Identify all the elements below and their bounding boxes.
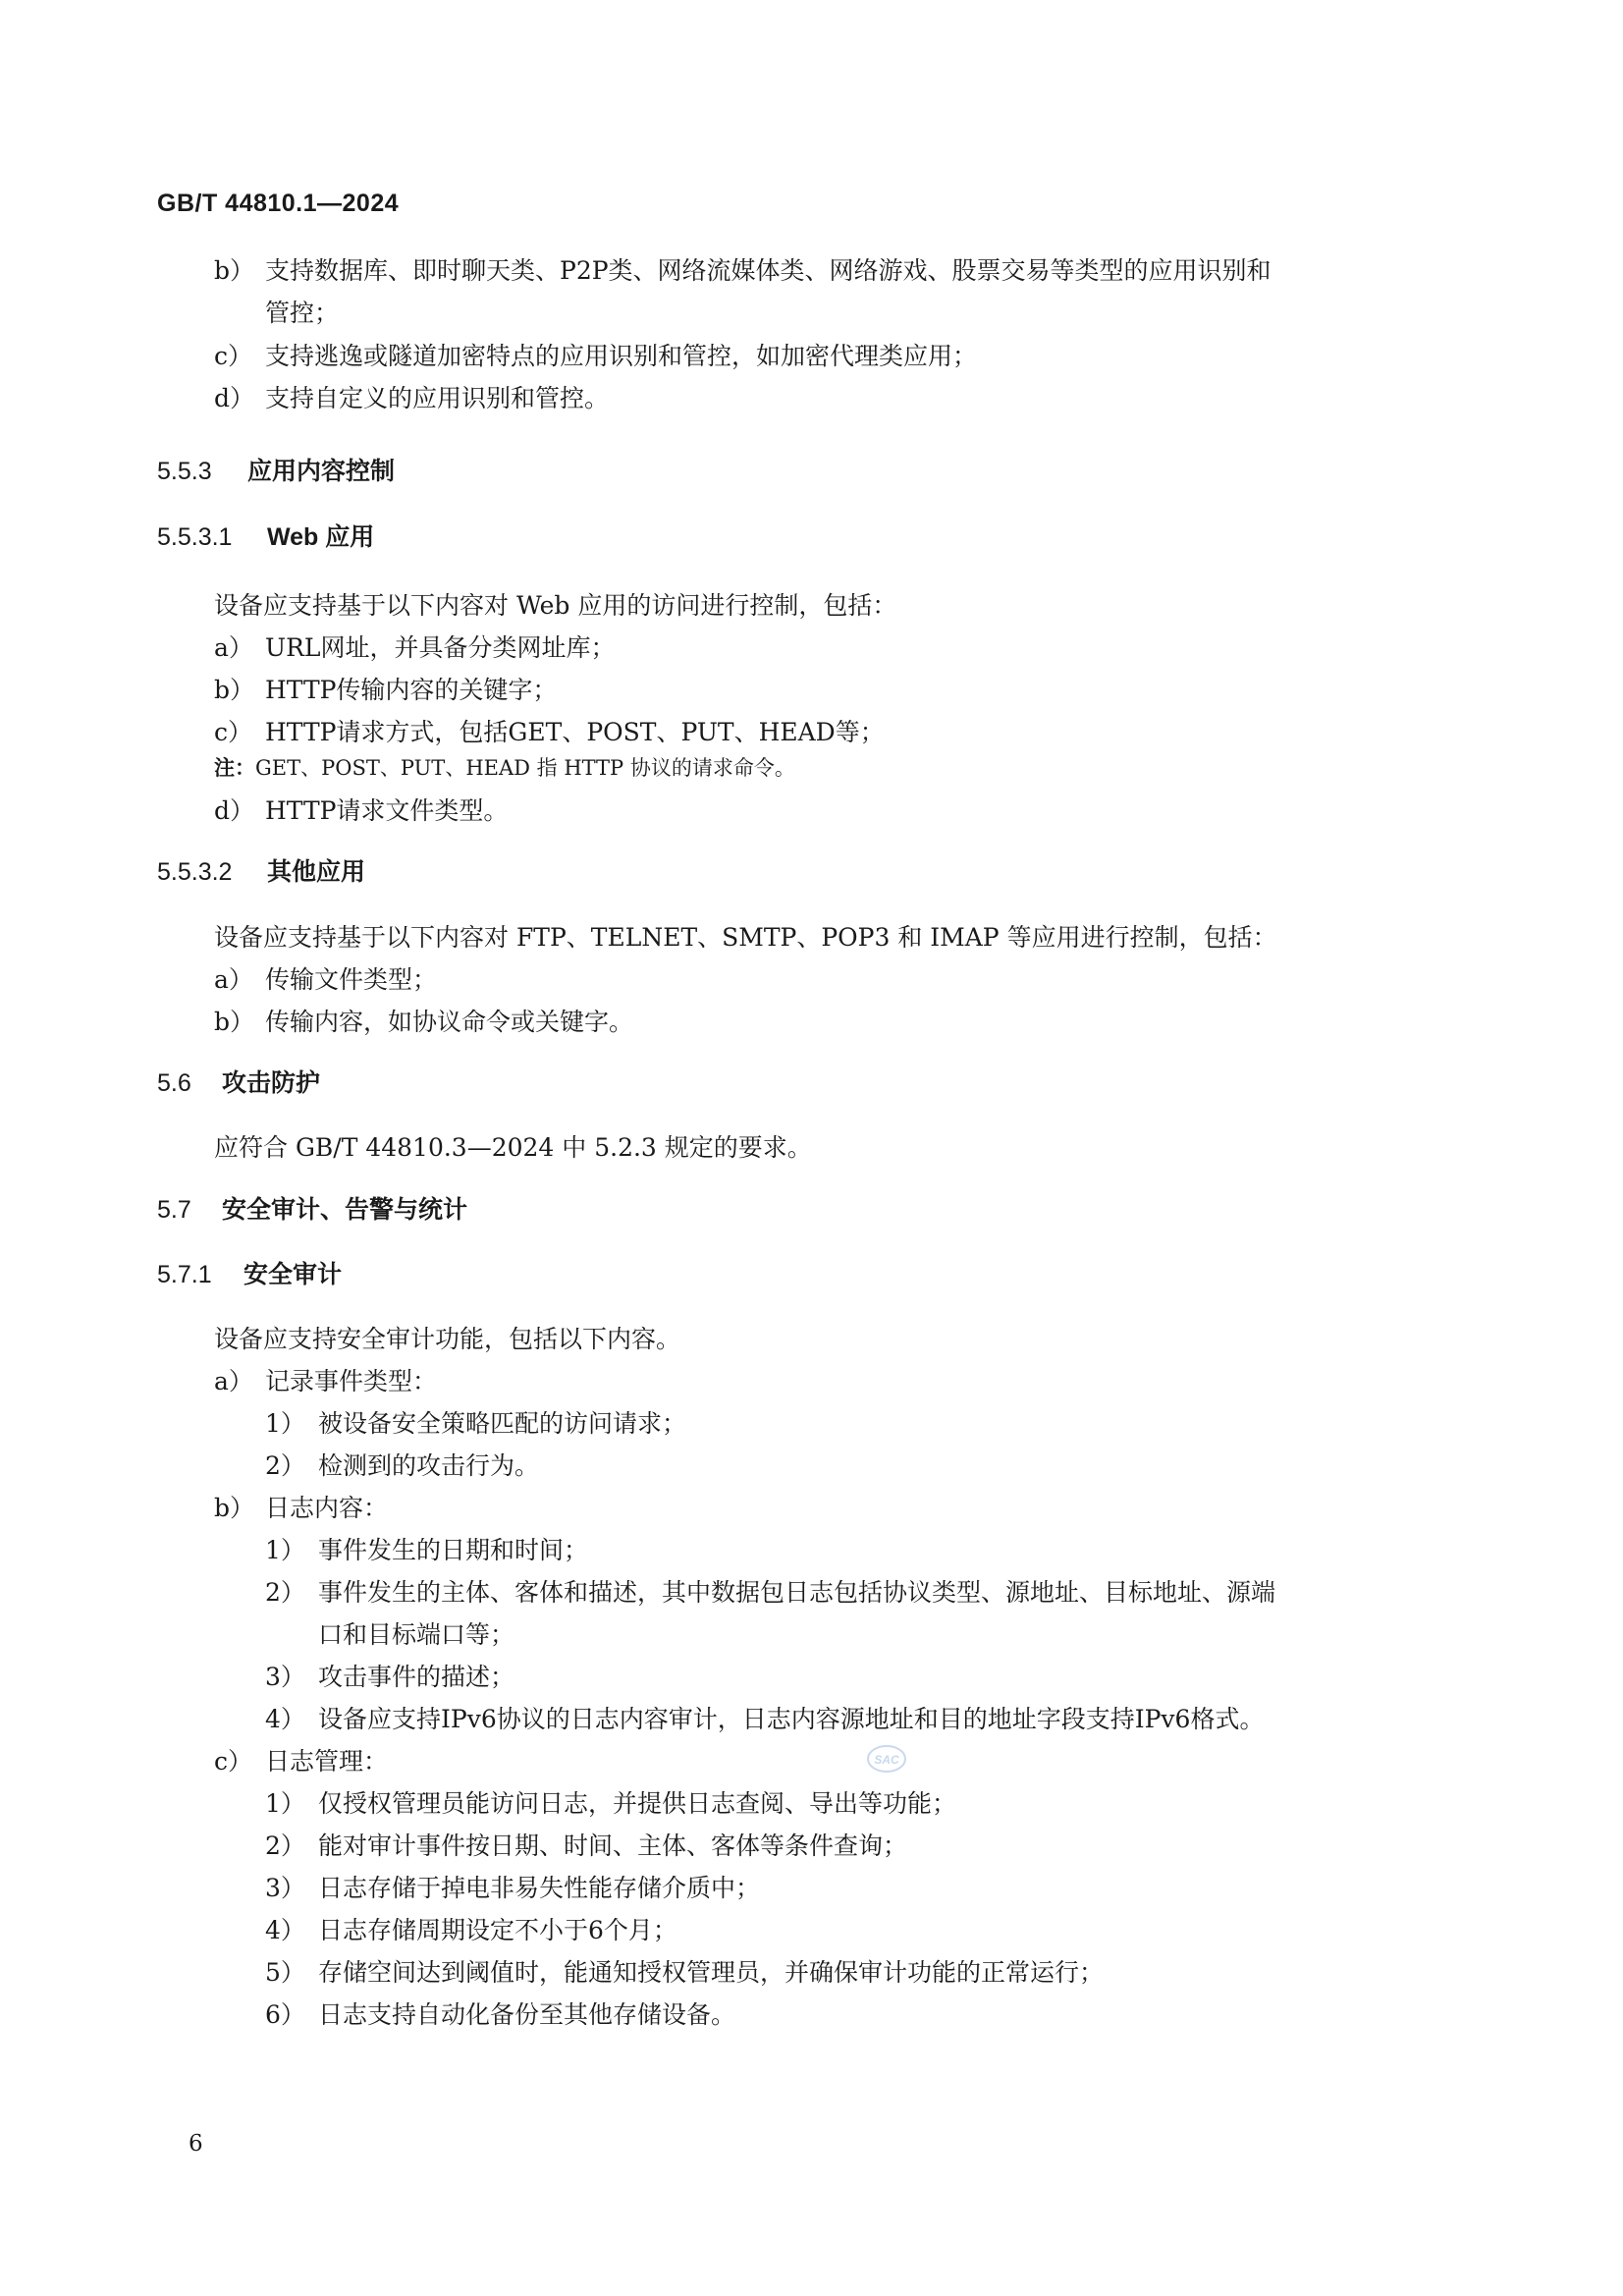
list-item-text: 日志支持自动化备份至其他存储设备。 bbox=[318, 2000, 736, 2029]
list-item-text: URL网址，并具备分类网址库； bbox=[265, 633, 616, 662]
section-heading-5-5-3 bbox=[157, 456, 395, 487]
list-marker: 4） bbox=[265, 1916, 305, 1944]
list-marker: b） bbox=[214, 1494, 255, 1522]
list-item-a bbox=[214, 964, 437, 996]
list-item-text: 被设备安全策略匹配的访问请求； bbox=[318, 1409, 687, 1438]
list-marker: 1） bbox=[265, 1789, 305, 1818]
list-marker: a） bbox=[214, 1367, 253, 1395]
list-item-b-continuation: 管控； bbox=[265, 299, 340, 327]
note-label: 注： bbox=[214, 757, 255, 780]
list-marker: 3） bbox=[265, 1663, 305, 1691]
list-marker: 3） bbox=[265, 1874, 305, 1902]
section-number: 5.5.3.1 bbox=[157, 523, 233, 551]
sub-list-item-b-4 bbox=[265, 1704, 1264, 1735]
list-item-text: 事件发生的日期和时间； bbox=[318, 1536, 589, 1564]
section-number: 5.5.3.2 bbox=[157, 858, 233, 886]
list-marker: c） bbox=[214, 342, 253, 370]
list-marker: b） bbox=[214, 676, 255, 704]
list-marker: d） bbox=[214, 384, 255, 412]
list-item-text: 检测到的攻击行为。 bbox=[318, 1451, 540, 1480]
list-marker: a） bbox=[214, 965, 253, 994]
sub-list-item-b-3 bbox=[265, 1662, 514, 1693]
list-item-text: 事件发生的主体、客体和描述，其中数据包日志包括协议类型、源地址、目标地址、源端 bbox=[318, 1578, 1276, 1607]
list-item-d bbox=[214, 795, 508, 827]
section-title: 应用内容控制 bbox=[247, 458, 396, 485]
list-item-text: 设备应支持IPv6协议的日志内容审计，日志内容源地址和目的地址字段支持IPv6格式。 bbox=[318, 1705, 1265, 1733]
list-item-d bbox=[214, 383, 609, 414]
section-number: 5.5.3 bbox=[157, 458, 212, 485]
list-marker: 5） bbox=[265, 1958, 305, 1987]
section-heading-5-7-1 bbox=[157, 1259, 342, 1290]
section-heading-5-7 bbox=[157, 1194, 467, 1226]
watermark-text: SAC bbox=[874, 1753, 899, 1767]
section-number: 5.6 bbox=[157, 1069, 191, 1097]
document-standard-number: GB/T 44810.1—2024 bbox=[157, 190, 400, 217]
list-marker: a） bbox=[214, 633, 253, 662]
section-title: 攻击防护 bbox=[222, 1069, 321, 1097]
list-marker: 6） bbox=[265, 2000, 305, 2029]
list-item-text: 记录事件类型： bbox=[265, 1367, 438, 1395]
list-marker: b） bbox=[214, 1008, 255, 1036]
list-item-c bbox=[214, 1746, 388, 1777]
paragraph-intro: 设备应支持基于以下内容对 FTP、TELNET、SMTP、POP3 和 IMAP 等应用进行控制，包括： bbox=[214, 923, 1277, 952]
sub-list-item-b-2 bbox=[265, 1577, 1275, 1609]
sub-list-item-c-1 bbox=[265, 1788, 956, 1820]
list-item-text: 日志内容： bbox=[265, 1494, 389, 1522]
list-marker: 1） bbox=[265, 1536, 305, 1564]
list-item-text: 仅授权管理员能访问日志，并提供日志查阅、导出等功能； bbox=[318, 1789, 957, 1818]
sub-list-item-a-1 bbox=[265, 1408, 686, 1440]
list-item-text: HTTP请求文件类型。 bbox=[265, 796, 509, 825]
list-item-text: 支持自定义的应用识别和管控。 bbox=[265, 384, 610, 412]
sub-list-item-c-2 bbox=[265, 1831, 907, 1862]
section-title: 安全审计 bbox=[243, 1261, 343, 1288]
list-item-text: HTTP传输内容的关键字； bbox=[265, 676, 558, 704]
list-item-text: 支持逃逸或隧道加密特点的应用识别和管控，如加密代理类应用； bbox=[265, 342, 978, 370]
list-marker: 1） bbox=[265, 1409, 305, 1438]
sub-list-item-c-4 bbox=[265, 1915, 677, 1946]
section-heading-5-5-3-1 bbox=[157, 521, 374, 553]
list-marker: 2） bbox=[265, 1451, 305, 1480]
section-heading-5-5-3-2 bbox=[157, 856, 365, 888]
paragraph-intro: 设备应支持安全审计功能，包括以下内容。 bbox=[214, 1325, 681, 1353]
list-marker: c） bbox=[214, 1747, 253, 1776]
note bbox=[214, 754, 795, 783]
list-marker: c） bbox=[214, 718, 253, 746]
section-number: 5.7.1 bbox=[157, 1261, 212, 1288]
sub-list-item-b-1 bbox=[265, 1535, 588, 1566]
section-title: 安全审计、告警与统计 bbox=[222, 1196, 468, 1224]
section-heading-5-6 bbox=[157, 1067, 320, 1099]
list-marker: d） bbox=[214, 796, 255, 825]
page-number: 6 bbox=[189, 2131, 203, 2157]
list-item-text: 攻击事件的描述； bbox=[318, 1663, 515, 1691]
list-item-a bbox=[214, 632, 616, 664]
list-item-text: 日志存储周期设定不小于6个月； bbox=[318, 1916, 677, 1944]
sub-list-item-c-6 bbox=[265, 1999, 735, 2031]
list-item-b bbox=[214, 255, 1271, 287]
note-text: GET、POST、PUT、HEAD 指 HTTP 协议的请求命令。 bbox=[255, 756, 795, 780]
list-marker: 4） bbox=[265, 1705, 305, 1733]
sub-list-item-c-5 bbox=[265, 1957, 1104, 1989]
list-item-text: 支持数据库、即时聊天类、P2P类、网络流媒体类、网络游戏、股票交易等类型的应用识别和 bbox=[265, 256, 1271, 285]
list-item-b bbox=[214, 1493, 388, 1524]
list-item-c bbox=[214, 341, 977, 372]
sub-list-item-b-2-continuation: 口和目标端口等； bbox=[318, 1620, 515, 1649]
sub-list-item-a-2 bbox=[265, 1450, 539, 1482]
list-item-text: 传输文件类型； bbox=[265, 965, 438, 994]
list-item-c bbox=[214, 717, 885, 748]
list-item-text: 存储空间达到阈值时，能通知授权管理员，并确保审计功能的正常运行； bbox=[318, 1958, 1105, 1987]
list-item-text: 能对审计事件按日期、时间、主体、客体等条件查询； bbox=[318, 1831, 908, 1860]
list-marker: 2） bbox=[265, 1578, 305, 1607]
paragraph-body: 应符合 GB/T 44810.3—2024 中 5.2.3 规定的要求。 bbox=[214, 1133, 812, 1162]
list-marker: b） bbox=[214, 256, 255, 285]
section-title: 其他应用 bbox=[267, 858, 366, 886]
list-item-b bbox=[214, 1007, 633, 1038]
section-title: Web 应用 bbox=[267, 523, 375, 551]
sac-watermark-logo bbox=[867, 1744, 906, 1774]
list-item-a bbox=[214, 1366, 437, 1397]
sub-list-item-c-3 bbox=[265, 1873, 760, 1904]
list-marker: 2） bbox=[265, 1831, 305, 1860]
list-item-text: 日志存储于掉电非易失性能存储介质中； bbox=[318, 1874, 761, 1902]
section-number: 5.7 bbox=[157, 1196, 191, 1224]
list-item-text: HTTP请求方式，包括GET、POST、PUT、HEAD等； bbox=[265, 718, 885, 746]
list-item-text: 传输内容，如协议命令或关键字。 bbox=[265, 1008, 634, 1036]
paragraph-intro: 设备应支持基于以下内容对 Web 应用的访问进行控制，包括： bbox=[214, 591, 897, 620]
list-item-b bbox=[214, 675, 557, 706]
list-item-text: 日志管理： bbox=[265, 1747, 389, 1776]
